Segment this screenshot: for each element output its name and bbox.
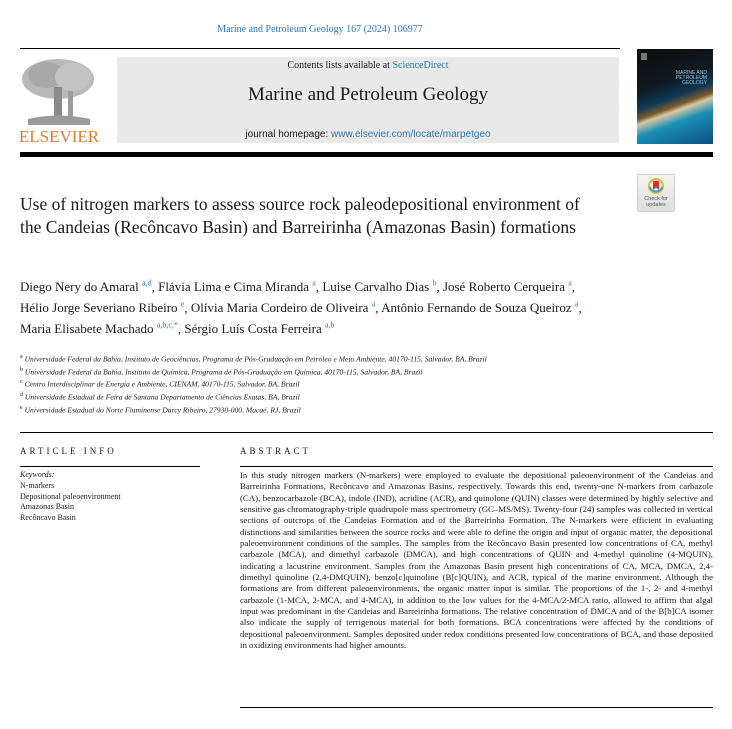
keywords-label: Keywords:	[20, 470, 55, 479]
affiliation-item: $^b$ Universidade Federal da Bahia, Instituto de Química, Programa de Pós-Graduação em Química, 40170-115, Salvador, BA, Brazil	[20, 366, 423, 377]
author[interactable]: Antônio Fernando de Souza Queiroz $^a$	[381, 299, 579, 316]
author-affil-ref[interactable]: b	[432, 279, 437, 288]
author-list: Diego Nery do Amaral $^{a,d}$, Flávia Lima e Cima Miranda $^a$, Luise Carvalho Dias $^b$, José Roberto Cerqueira $^a$, Hélio Jorge Severiano Ribeiro $^e$, Olívia Maria Cordeiro de Oliveira $^a$, Antônio Fernando de Souza Queiroz $^a$, Maria Elisabete Machado $^{a,b,c,*}$, Sérgio Luís Costa Ferreira $^{a,b}$	[20, 279, 582, 336]
author-affil-ref[interactable]: a,b,c,*	[156, 320, 178, 330]
cover-elsevier-icon	[641, 53, 647, 60]
author-affil-ref[interactable]: a,d	[142, 279, 152, 288]
bookmark-badge-icon	[648, 178, 664, 194]
author-affil-ref[interactable]: a	[312, 279, 316, 288]
affiliation-list	[20, 352, 620, 416]
abstract-bottom-rule	[240, 707, 713, 708]
section-divider	[20, 432, 713, 433]
check-for-updates-label: Check for updates	[644, 196, 668, 208]
cover-title: MARINE AND PETROLEUM GEOLOGY	[675, 70, 707, 86]
article-info-rule	[20, 466, 200, 467]
check-for-updates-button[interactable]	[637, 174, 675, 212]
author[interactable]: Flávia Lima e Cima Miranda $^a$	[158, 279, 316, 295]
author[interactable]: Hélio Jorge Severiano Ribeiro $^e$	[20, 299, 185, 316]
author[interactable]: Sérgio Luís Costa Ferreira $^{a,b}$	[184, 320, 335, 336]
author[interactable]: Diego Nery do Amaral $^{a,d}$	[20, 279, 152, 295]
author[interactable]: José Roberto Cerqueira $^a$	[442, 279, 572, 295]
author-affil-ref[interactable]: a,b	[325, 320, 335, 330]
sciencedirect-link[interactable]: ScienceDirect	[392, 60, 449, 71]
abstract-text: In this study nitrogen markers (N-markers) were employed to evaluate the depositional paleoenvironment of the Candeias and Barreirinha Formations, Recôncavo and Amazonas Basins, respectively. Towards this end, twenty-one N-markers from carbazole (CA), benzocarbazole (BCA), indole (IND), acridine (ACR), and quinolone (QUIN) classes were determined by highly selective and sensitive gas chromatography-triple quadrupole mass spectrometry (GC–MS/MS). Twenty-four (24) samples was collected in vertical sections of outcrops of the Candeias Formation and of the Barreirinha Formation. The N-markers were efficient in evaluating distinctions and similarities between the source rocks and were able to define the origin and input of organic matter, the depositional paleoenvironment conditions of the samples. The samples from the Recôncavo Basin presented low concentrations of CA, methyl carbazole (MCA), and dimethyl carbazole (DMCA), and high concentrations of QUIN and 4-methyl quinoline (4-MQUIN), indicating a lacustrine environment. Samples from the Amazonas Basin present high concentrations of CA, MCA, DMCA, 2,4-dimethyl quinoline (2,4-DMQUIN), benzo[c]quinoline (B[c]QUIN), and ACR, typical of the marine environment. Although the formations are from different paleoenvironments, the organic matter input is similar. The proportions of the 1-, 2- and 4-methyl carbazole (1-MCA, 2-MCA, and 4-MCA), in addition to the low values for the 4-MCA/2-MCA ratio, allowed to affirm that algal input was predominant in the Candeias and Barreirinha formations. The relative concentration of DMCA and of the B[b]CA isomer also indicate the supply of terrigenous material for both formations. BCA concentrations were affected by the conditions of depositional paleoenvironment. Samples deposited under redox conditions presented low concentrations of BCA, and those deposited in oxidizing environments had higher amounts.	[240, 470, 713, 651]
homepage-line	[117, 129, 619, 140]
affiliation-item: $^e$ Universidade Estadual do Norte Fluminense Darcy Ribeiro, 27930-000, Macaé, RJ, Brazil	[20, 404, 301, 415]
abstract-heading: ABSTRACT	[240, 446, 312, 456]
journal-homepage-link[interactable]: www.elsevier.com/locate/marpetgeo	[331, 129, 491, 140]
article-info-heading: ARTICLE INFO	[20, 446, 117, 456]
contents-line	[117, 60, 619, 71]
elsevier-wordmark: ELSEVIER	[18, 127, 100, 146]
author[interactable]: Maria Elisabete Machado $^{a,b,c,*}$	[20, 320, 178, 336]
author[interactable]: Olívia Maria Cordeiro de Oliveira $^a$	[190, 299, 376, 316]
elsevier-tree-icon	[18, 57, 98, 127]
affiliation-item: $^a$ Universidade Federal da Bahia, Instituto de Geociências, Programa de Pós-Graduação em Petróleo e Meio Ambiente, 40170-115, Salvador, BA, Brazil	[20, 354, 487, 364]
author[interactable]: Luise Carvalho Dias $^b$	[322, 279, 437, 295]
abstract-rule	[240, 466, 713, 467]
journal-citation-link[interactable]: Marine and Petroleum Geology 167 (2024) 106977	[217, 24, 423, 35]
author-affil-ref[interactable]: e	[180, 299, 185, 309]
affiliation-item: $^d$ Universidade Estadual de Feira de Santana Departamento de Ciências Exatas, BA, Brazil	[20, 392, 300, 402]
keyword-item: N-markers	[20, 480, 55, 490]
header-top-rule	[20, 48, 620, 49]
keyword-item: Depositional paleoenvironment	[20, 491, 121, 501]
keywords-block	[20, 470, 220, 524]
contents-prefix: Contents lists available at	[287, 60, 393, 71]
journal-cover-image[interactable]	[637, 49, 713, 144]
keyword-item: Recôncavo Basin	[20, 513, 76, 523]
author-affil-ref[interactable]: a	[568, 279, 572, 288]
keyword-item: Amazonas Basin	[20, 502, 74, 512]
author-affil-ref[interactable]: a	[574, 299, 579, 309]
journal-name: Marine and Petroleum Geology	[247, 84, 489, 105]
elsevier-logo[interactable]	[18, 57, 98, 147]
author-affil-ref[interactable]: a	[371, 299, 376, 309]
affiliation-item: $^c$ Centro Interdisciplinar de Energia e Ambiente, CIENAM, 40170-115, Salvador, BA, Brazil	[20, 379, 300, 389]
article-title: Use of nitrogen markers to assess source rock paleodepositional environment of the Candeias (Recôncavo Basin) and Barreirinha (Amazonas Basin) formations	[20, 194, 580, 237]
header-bottom-rule	[20, 152, 713, 157]
homepage-prefix: journal homepage:	[245, 129, 332, 140]
